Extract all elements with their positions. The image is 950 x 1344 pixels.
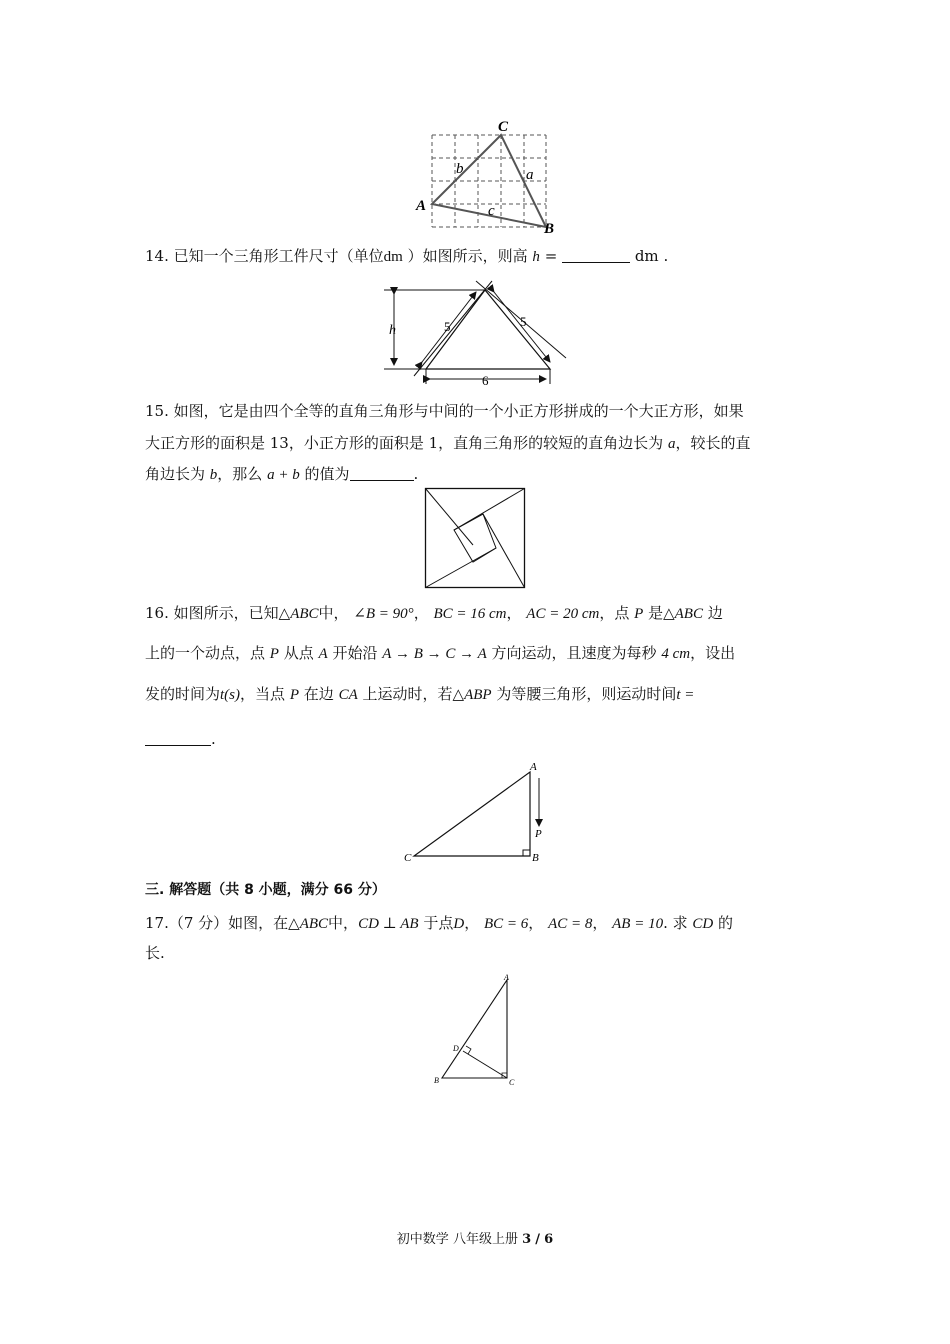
- q14-answer-blank[interactable]: [562, 248, 630, 263]
- q15-line-1: 15. 如图，它是由四个全等的直角三角形与中间的一个小正方形拼成的一个大正方形，如果: [145, 402, 744, 420]
- q14-number: 14.: [145, 247, 169, 265]
- label-C: C: [404, 852, 412, 864]
- grid-triangle-figure: [410, 115, 560, 240]
- pinwheel-square-figure: [425, 488, 525, 588]
- q16-line-2: 上的一个动点，点 P 从点 A 开始沿 A → B → C → A 方向运动，且速度为每秒 4 cm，设出: [145, 644, 736, 662]
- workpiece-triangle-figure: [378, 280, 578, 390]
- footer-subject: 初中数学: [396, 1232, 449, 1247]
- label-A: A: [504, 973, 509, 982]
- altitude-triangle-figure: [430, 970, 530, 1090]
- footer-page: 3: [522, 1232, 532, 1247]
- label-b: b: [456, 161, 464, 177]
- q16-number: 16.: [145, 604, 169, 622]
- label-A: A: [416, 198, 427, 214]
- q17-number: 17.: [145, 914, 169, 932]
- q15-answer-blank[interactable]: [350, 466, 414, 481]
- footer-grade: 八年级上册: [452, 1232, 518, 1247]
- q17-line-1: 17.（7 分）如图，在△ABC中，CD ⊥ AB 于点D， BC = 6， AC = 8， AB = 10. 求 CD 的: [145, 914, 734, 932]
- q15-line-3: 角边长为 b，那么 a + b 的值为 .: [145, 465, 419, 483]
- right-triangle-moving-point-figure: [400, 758, 560, 868]
- label-B: B: [544, 221, 555, 237]
- label-P: P: [535, 828, 542, 840]
- label-B: B: [434, 1076, 439, 1085]
- label-D: D: [453, 1044, 459, 1053]
- q15-number: 15.: [145, 402, 169, 420]
- footer-total: 6: [544, 1232, 554, 1247]
- label-A: A: [530, 761, 537, 773]
- label-right-5: 5: [520, 314, 527, 329]
- q16-line-1: 16. 如图所示，已知△ABC中， ∠B = 90°， BC = 16 cm， AC = 20 cm，点 P 是△ABC 边: [145, 604, 723, 622]
- section-3-title: 三. 解答题（共 8 小题，满分 66 分）: [145, 882, 386, 898]
- q16-line-4: .: [145, 729, 216, 749]
- label-h: h: [389, 323, 396, 338]
- label-B: B: [532, 852, 539, 864]
- q17-line-2: 长.: [145, 944, 165, 962]
- label-a: a: [526, 167, 534, 183]
- label-left-5: 5: [444, 319, 451, 334]
- page-footer: 初中数学 八年级上册 3 / 6: [396, 1232, 554, 1247]
- q16-answer-blank[interactable]: [145, 731, 211, 746]
- label-c: c: [488, 203, 495, 219]
- q16-line-3: 发的时间为t(s)，当点 P 在边 CA 上运动时，若△ABP 为等腰三角形，则运动时间t =: [145, 685, 695, 703]
- q15-line-2: 大正方形的面积是 13，小正方形的面积是 1，直角三角形的较短的直角边长为 a，较长的直: [145, 434, 751, 452]
- q14-line: 14. 已知一个三角形工件尺寸（单位dm ）如图所示，则高 h = dm .: [145, 247, 669, 265]
- label-C: C: [509, 1078, 515, 1087]
- label-base-6: 6: [482, 373, 489, 388]
- label-C: C: [498, 119, 509, 135]
